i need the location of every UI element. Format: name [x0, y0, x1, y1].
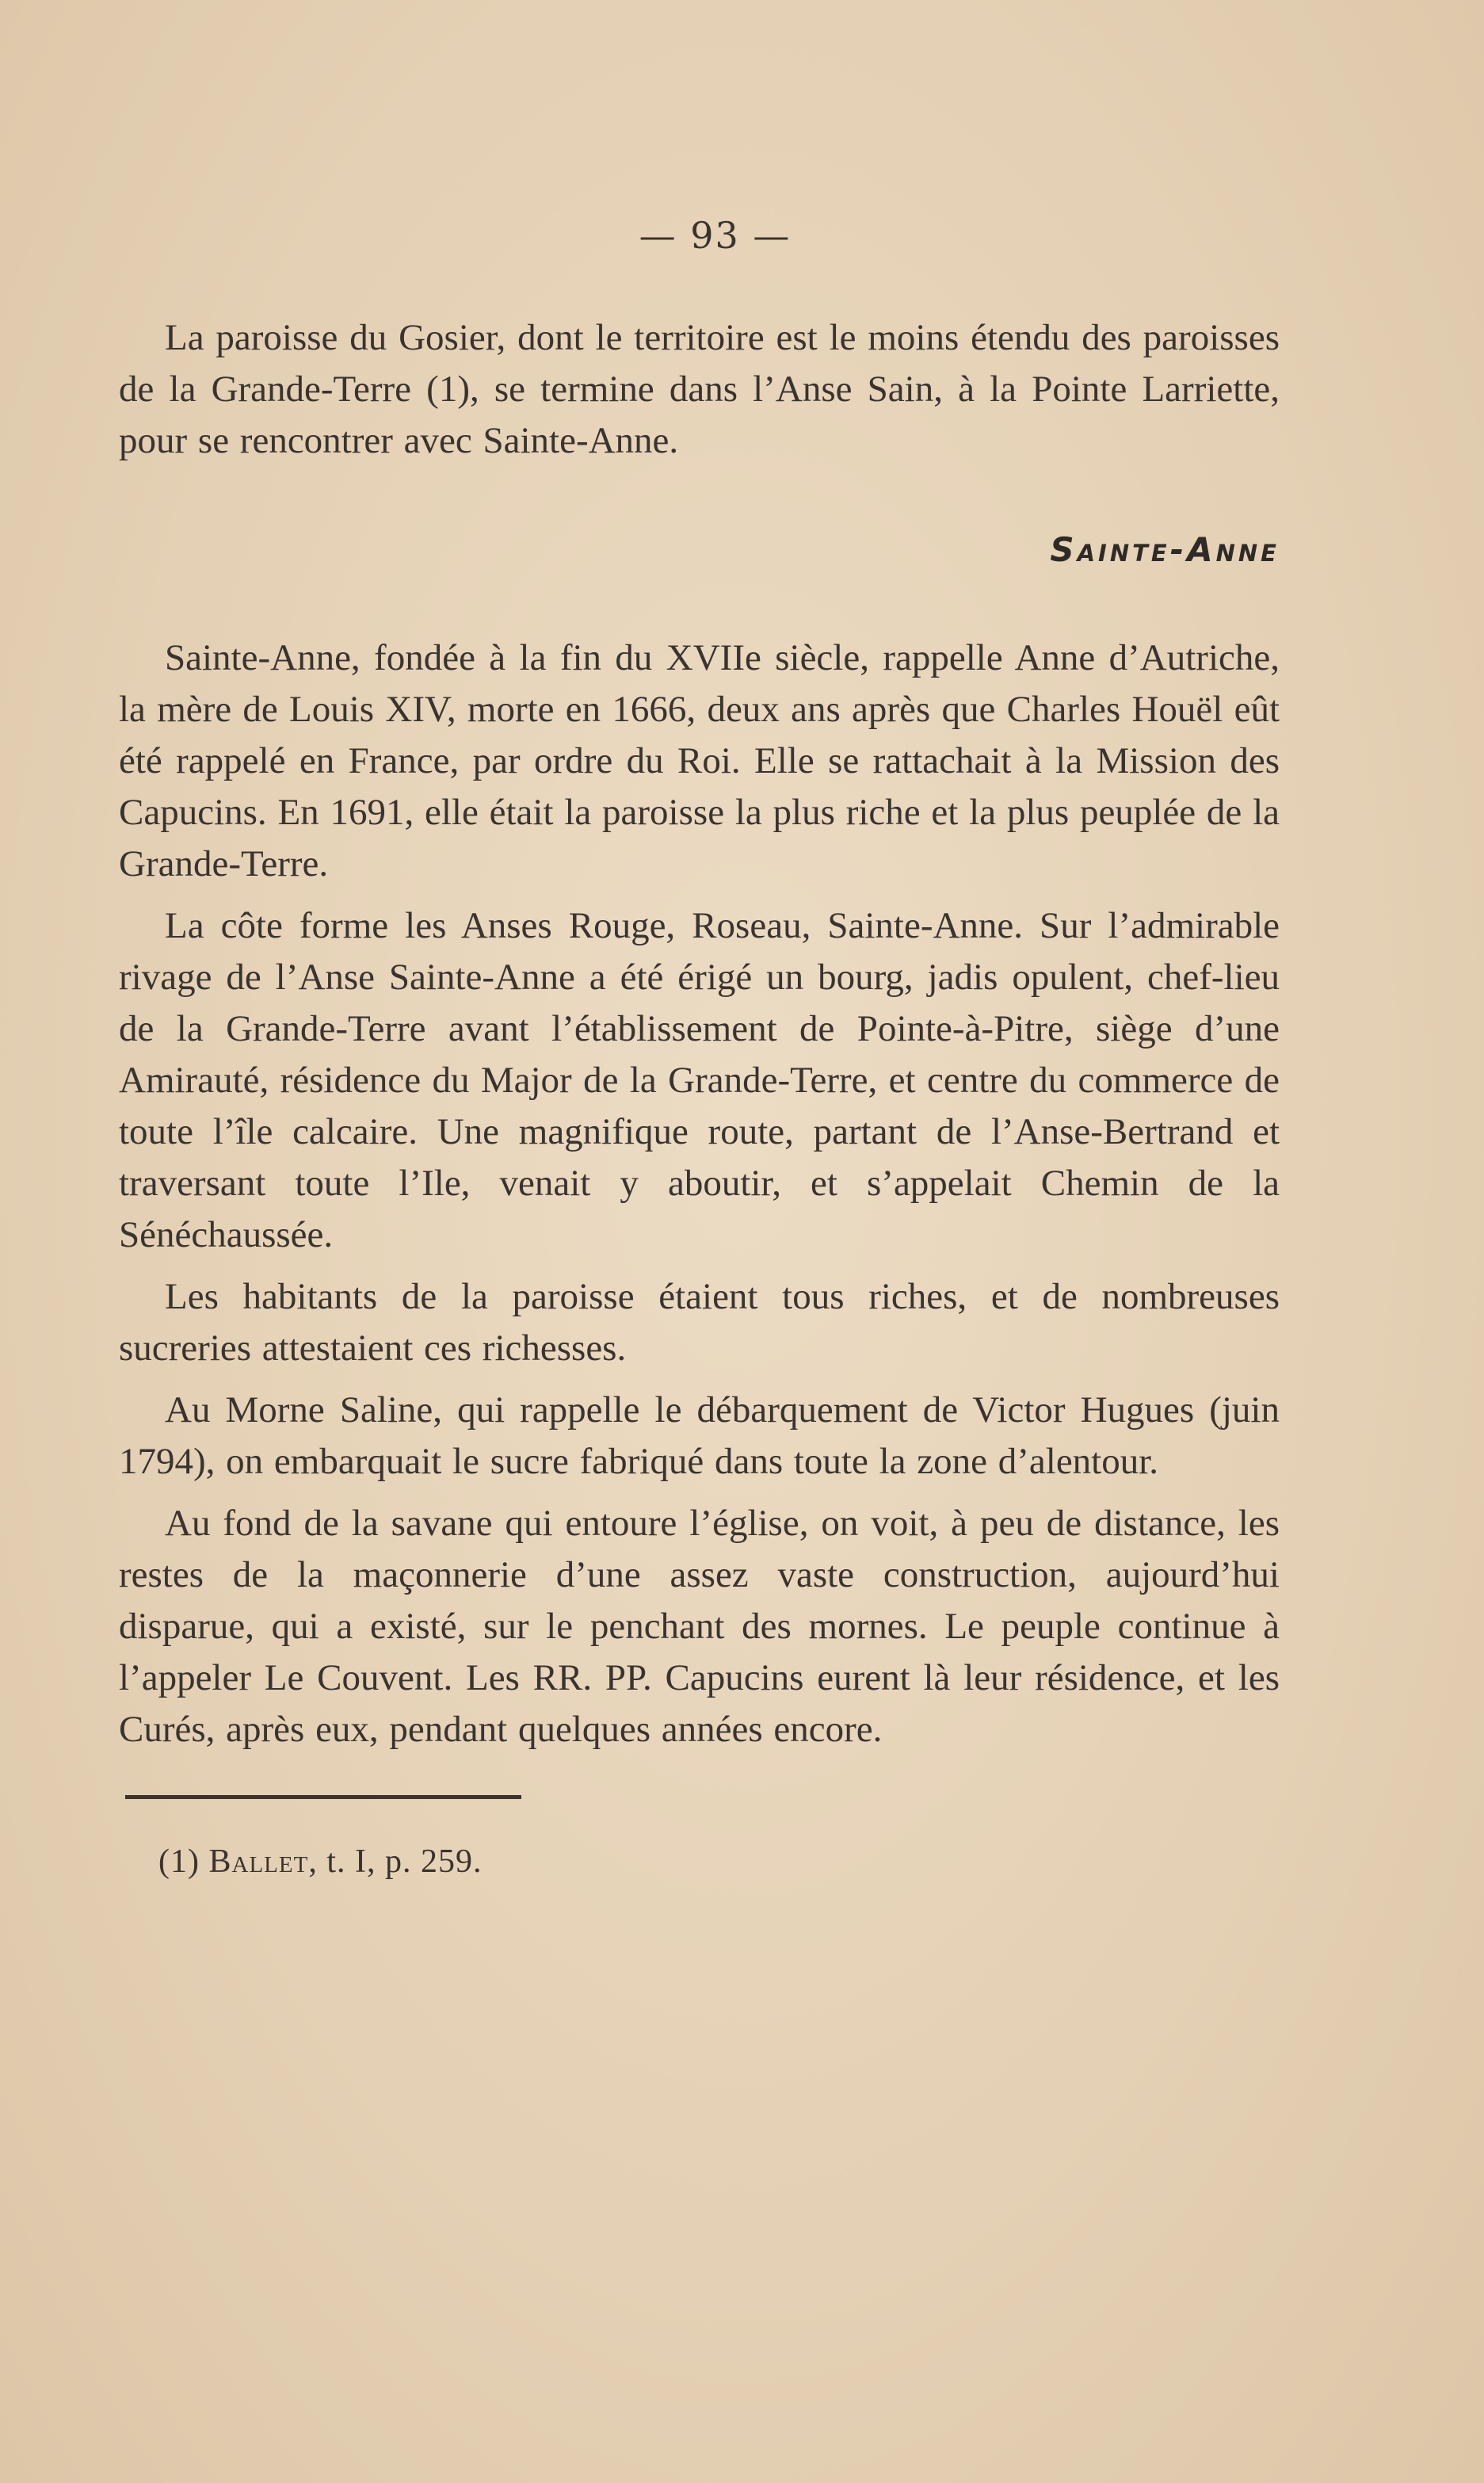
paragraph: Les habitants de la paroisse étaient tous riches, et de nombreuses sucreries attestaient ces richesses.	[119, 1276, 1280, 1369]
book-page	[119, 214, 1280, 1881]
paragraph: Sainte-Anne, fondée à la fin du XVIIe siècle, rappelle Anne d’Autriche, la mère de Louis XIV, morte en 1666, deux ans après que Charles Houël eût été rappelé en France, par ordre du Roi. Elle se rattachait à la Mission des Capucins. En 1691, elle était la paroisse la plus riche et la plus peuplée de la Grande-Terre.	[119, 637, 1280, 884]
footnote	[158, 1843, 1280, 1881]
section-heading: Sainte-Anne	[1050, 530, 1280, 569]
footnote-divider	[125, 1795, 521, 1799]
paragraph: Au Morne Saline, qui rappelle le débarquement de Victor Hugues (juin 1794), on embarquait le sucre fabriqué dans toute la zone d’alentour.	[119, 1389, 1280, 1482]
paragraph: La côte forme les Anses Rouge, Roseau, Sainte-Anne. Sur l’admirable rivage de l’Anse Sainte-Anne a été érigé un bourg, jadis opulent, chef-lieu de la Grande-Terre avant l’établissement de Pointe-à-Pitre, siège d’une Amirauté, résidence du Major de la Grande-Terre, et centre du commerce de toute l’île calcaire. Une magnifique route, partant de l’Anse-Bertrand et traversant toute l’Ile, venait y aboutir, et s’appelait Chemin de la Sénéchaussée.	[119, 905, 1280, 1255]
footnote-author: Ballet	[208, 1843, 309, 1880]
footnote-reference: , t. I, p. 259.	[308, 1843, 483, 1880]
page-number: — 93 —	[639, 214, 792, 257]
paragraph: Au fond de la savane qui entoure l’église, on voit, à peu de distance, les restes de la maçonnerie d’une assez vaste construction, aujourd’hui disparue, qui a existé, sur le penchant des mornes. Le peuple continue à l’appeler Le Couvent. Les RR. PP. Capucins eurent là leur résidence, et les Curés, après eux, pendant quelques années encore.	[119, 1503, 1280, 1750]
footnote-marker: (1)	[158, 1843, 200, 1880]
intro-paragraph: La paroisse du Gosier, dont le territoire est le moins étendu des paroisses de la Grande-Terre (1), se termine dans l’Anse Sain, à la Pointe Larriette, pour se rencontrer avec Sainte-Anne.	[119, 317, 1280, 461]
